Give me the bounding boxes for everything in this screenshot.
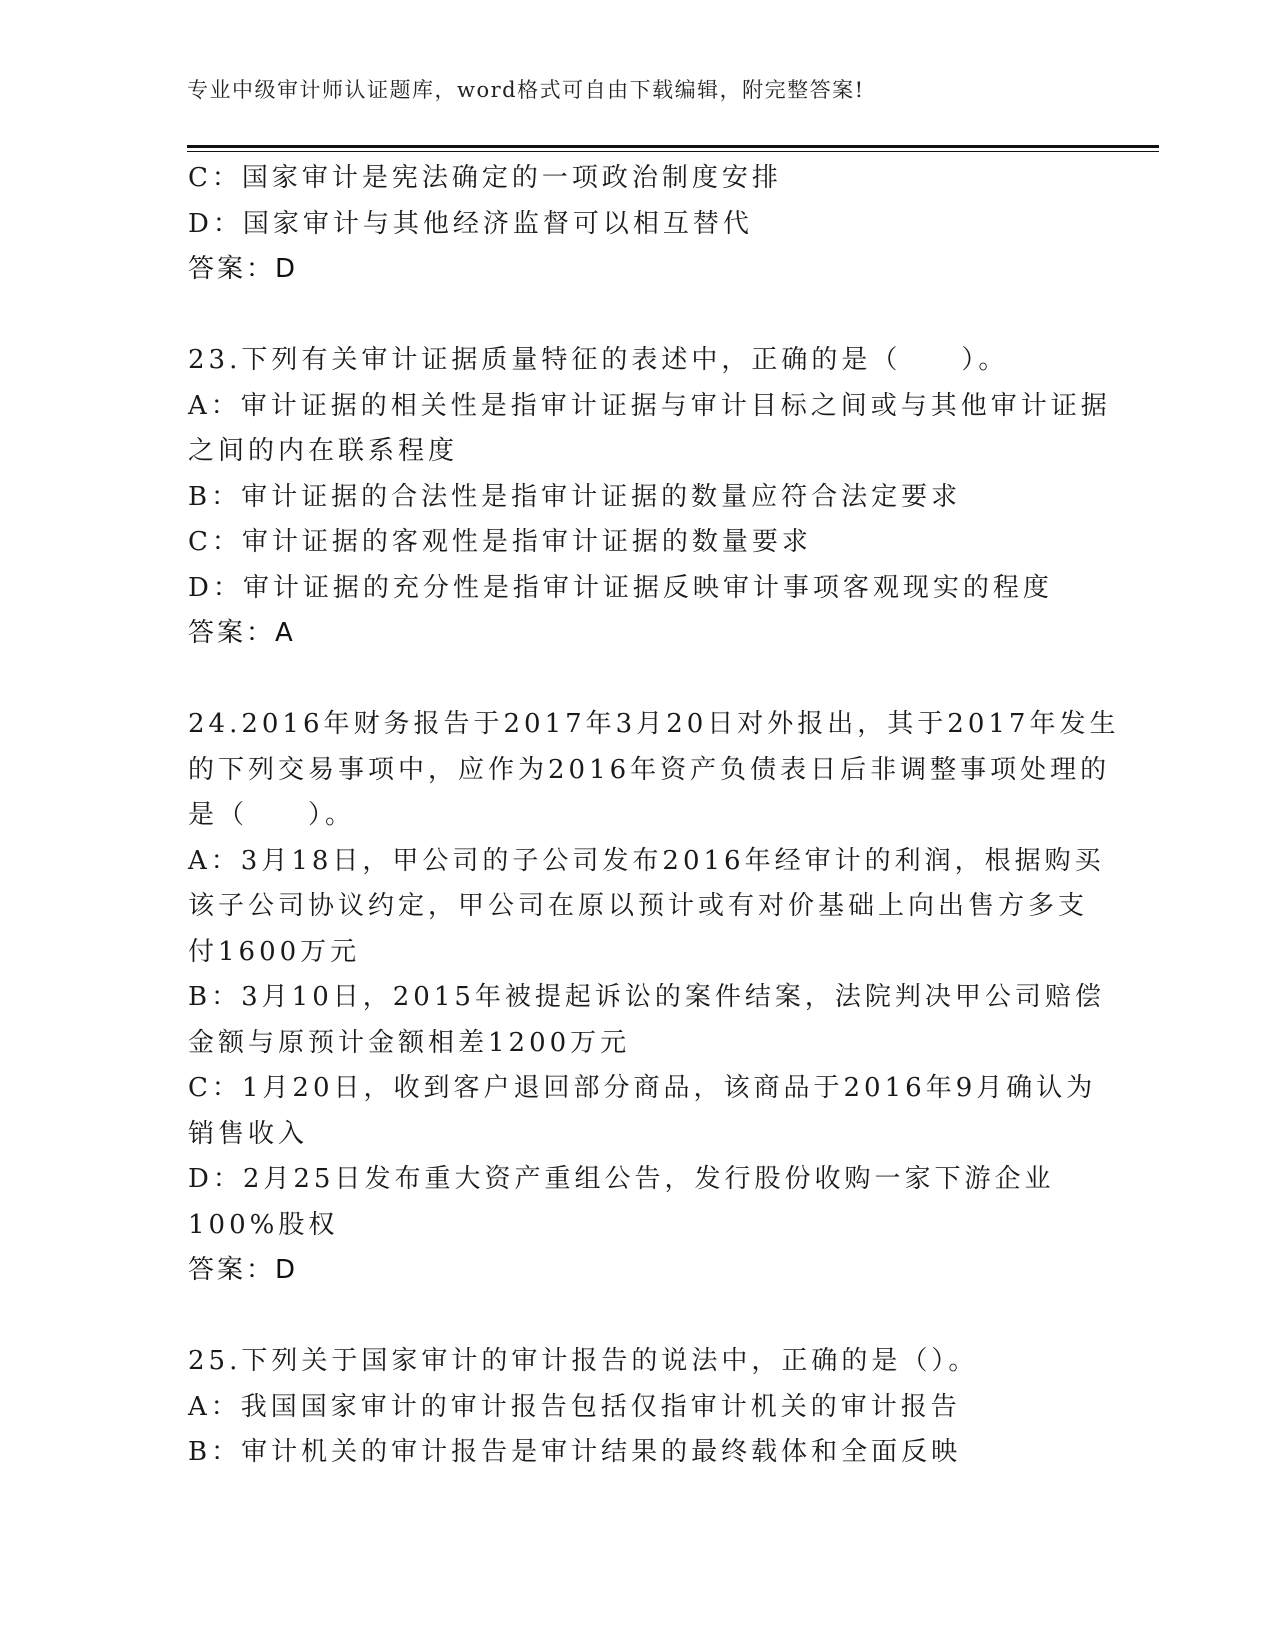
option-b: B：审计机关的审计报告是审计结果的最终载体和全面反映 (188, 1437, 962, 1467)
document-body (188, 156, 1120, 1476)
answer: 答案：A (188, 618, 296, 648)
option-a-cont: 该子公司协议约定，甲公司在原以预计或有对价基础上向出售方多支 (188, 891, 1089, 921)
option-a-cont: 付1600万元 (188, 936, 361, 967)
option-a-cont: 之间的内在联系程度 (188, 436, 459, 466)
question-23 (188, 338, 1111, 657)
question-25 (188, 1339, 1068, 1476)
header-rule-thin (187, 151, 1159, 152)
option-c: C：审计证据的客观性是指审计证据的数量要求 (188, 527, 812, 557)
question-text: 25.下列关于国家审计的审计报告的说法中，正确的是（）。 (188, 1346, 979, 1376)
option-d: D：审计证据的充分性是指审计证据反映审计事项客观现实的程度 (188, 572, 1053, 603)
answer: 答案：D (188, 1255, 299, 1285)
option-a: A：3月18日，甲公司的子公司发布2016年经审计的利润，根据购买 (188, 845, 1105, 876)
question-text: 23.下列有关审计证据质量特征的表述中，正确的是（ ）。 (188, 345, 1009, 375)
option-d-cont: 100%股权 (188, 1209, 339, 1240)
option-a: A：审计证据的相关性是指审计证据与审计目标之间或与其他审计证据 (188, 390, 1111, 421)
header-rule-thick (187, 145, 1159, 148)
option-c-cont: 销售收入 (188, 1118, 309, 1149)
option-c: C：国家审计是宪法确定的一项政治制度安排 (188, 163, 782, 193)
question-text-cont: 是（ ）。 (188, 800, 356, 830)
question-22-tail (188, 156, 1068, 293)
answer: 答案：D (188, 254, 299, 284)
page-header: 专业中级审计师认证题库，word格式可自由下载编辑，附完整答案! (187, 78, 865, 102)
question-24 (188, 702, 1120, 1294)
option-c: C：1月20日，收到客户退回部分商品，该商品于2016年9月确认为 (188, 1073, 1097, 1103)
question-text-cont: 的下列交易事项中，应作为2016年资产负债表日后非调整事项处理的 (188, 754, 1111, 785)
question-text: 24.2016年财务报告于2017年3月20日对外报出，其于2017年发生 (188, 709, 1120, 739)
option-a: A：我国国家审计的审计报告包括仅指审计机关的审计报告 (188, 1391, 961, 1422)
option-d: D：2月25日发布重大资产重组公告，发行股份收购一家下游企业 (188, 1164, 1055, 1194)
option-b: B：审计证据的合法性是指审计证据的数量应符合法定要求 (188, 481, 962, 512)
option-d: D：国家审计与其他经济监督可以相互替代 (188, 208, 753, 239)
option-b-cont: 金额与原预计金额相差1200万元 (188, 1027, 631, 1058)
option-b: B：3月10日，2015年被提起诉讼的案件结案，法院判决甲公司赔偿 (188, 982, 1105, 1012)
